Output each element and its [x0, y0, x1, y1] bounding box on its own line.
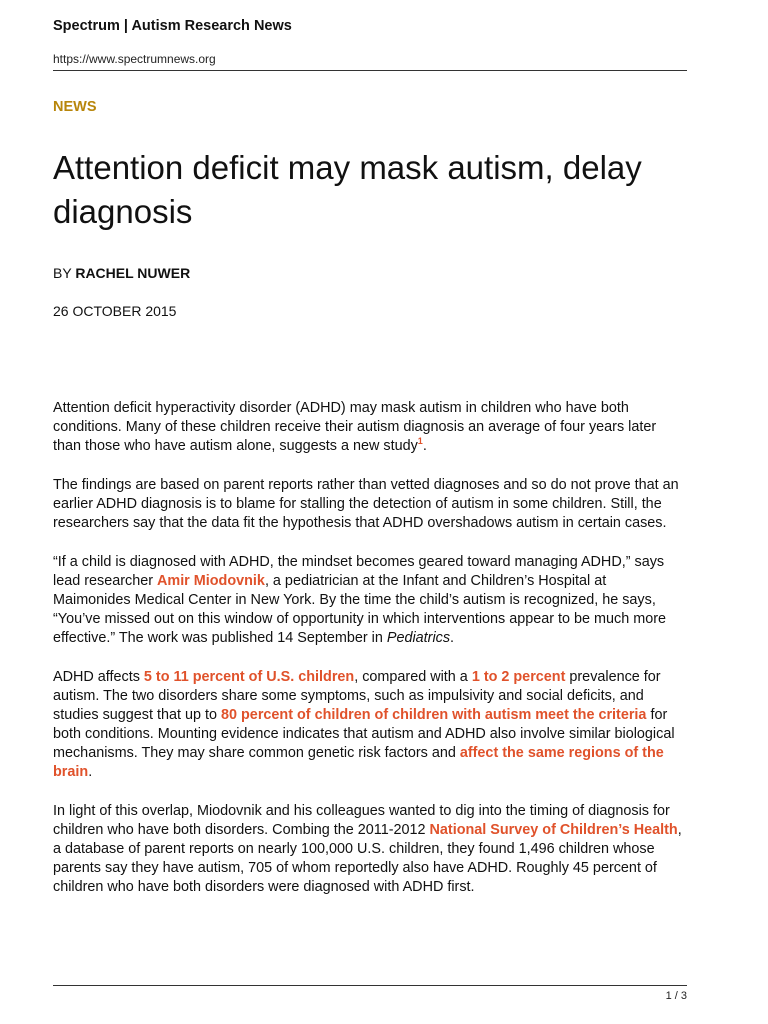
paragraph-5	[53, 802, 687, 897]
paragraph-text: The findings are based on parent reports rather than vetted diagnoses and so do not prove that an earlier ADHD diagnosis is to blame for stalling the detection of autism in some children. Still, the researchers say that the data fit the hypothesis that ADHD overshadows autism in certain cases.	[53, 477, 679, 531]
paragraph-text: .	[422, 438, 427, 454]
category-label[interactable]: NEWS	[53, 99, 97, 115]
footer-divider	[53, 985, 687, 986]
paragraph-text: .	[450, 630, 455, 646]
link-amir-miodovnik[interactable]: Amir Miodovnik	[157, 573, 265, 589]
paragraph-3	[53, 553, 687, 648]
link-autism-prevalence[interactable]: 1 to 2 percent	[471, 669, 566, 685]
article-body	[53, 399, 687, 917]
page-number: 1 / 3	[665, 990, 687, 1002]
link-national-survey[interactable]: National Survey of Children’s Health	[429, 822, 678, 838]
paragraph-text: In light of this overlap, Miodovnik and his colleagues wanted to dig into the timing of diagnosis for children who have both disorders. Combing the 2011-2012	[53, 803, 670, 838]
paragraph-text: ADHD affects	[53, 669, 144, 685]
paragraph-text: , a pediatrician at the Infant and Children’s Hospital at Maimonides Medical Center in New York. By the time the child’s autism is recognized, he says, “You’ve missed out on this window of opportunity in which interventions appear to be much more effective.” The work was published 14 September in	[53, 573, 667, 646]
link-brain-regions[interactable]: affect the same regions of the brain	[53, 745, 664, 780]
paragraph-text: , a database of parent reports on nearly 100,000 U.S. children, they found 1,496 children whose parents say they have autism, 705 of whom reportedly also have ADHD. Roughly 45 percent of children who have both disorders were diagnosed with ADHD first.	[53, 822, 682, 895]
author-name[interactable]: RACHEL NUWER	[75, 265, 191, 281]
paragraph-text: for both conditions. Mounting evidence indicates that autism and ADHD also involve similar biological mechanisms. They may share common genetic risk factors and	[53, 707, 675, 761]
journal-name: Pediatrics	[386, 630, 451, 646]
article-title: Attention deficit may mask autism, delay diagnosis	[53, 149, 642, 230]
paragraph-text: “If a child is diagnosed with ADHD, the mindset becomes geared toward managing ADHD,” says lead researcher	[53, 554, 665, 589]
link-comorbidity-criteria[interactable]: 80 percent of children of children with autism meet the criteria	[221, 707, 647, 723]
paragraph-2	[53, 476, 687, 533]
publish-date: 26 OCTOBER 2015	[53, 303, 177, 319]
paragraph-text: prevalence for autism. The two disorders share some symptoms, such as impulsivity and social deficits, and studies suggest that up to	[53, 669, 661, 723]
paragraph-text: , compared with a	[354, 669, 472, 685]
paragraph-1	[53, 399, 687, 456]
paragraph-4	[53, 668, 687, 782]
site-name: Spectrum | Autism Research News	[53, 18, 292, 34]
byline	[53, 265, 190, 281]
paragraph-text: .	[88, 764, 93, 780]
paragraph-text: Attention deficit hyperactivity disorder (ADHD) may mask autism in children who have both conditions. Many of these children receive their autism diagnosis an average of four years later than those who have autism alone, suggests a new study	[53, 400, 657, 454]
header-divider	[53, 70, 687, 71]
link-adhd-prevalence[interactable]: 5 to 11 percent of U.S. children	[143, 669, 355, 685]
reference-link[interactable]: 1	[417, 436, 423, 447]
byline-prefix: BY	[53, 265, 72, 281]
site-url[interactable]: https://www.spectrumnews.org	[53, 52, 216, 66]
